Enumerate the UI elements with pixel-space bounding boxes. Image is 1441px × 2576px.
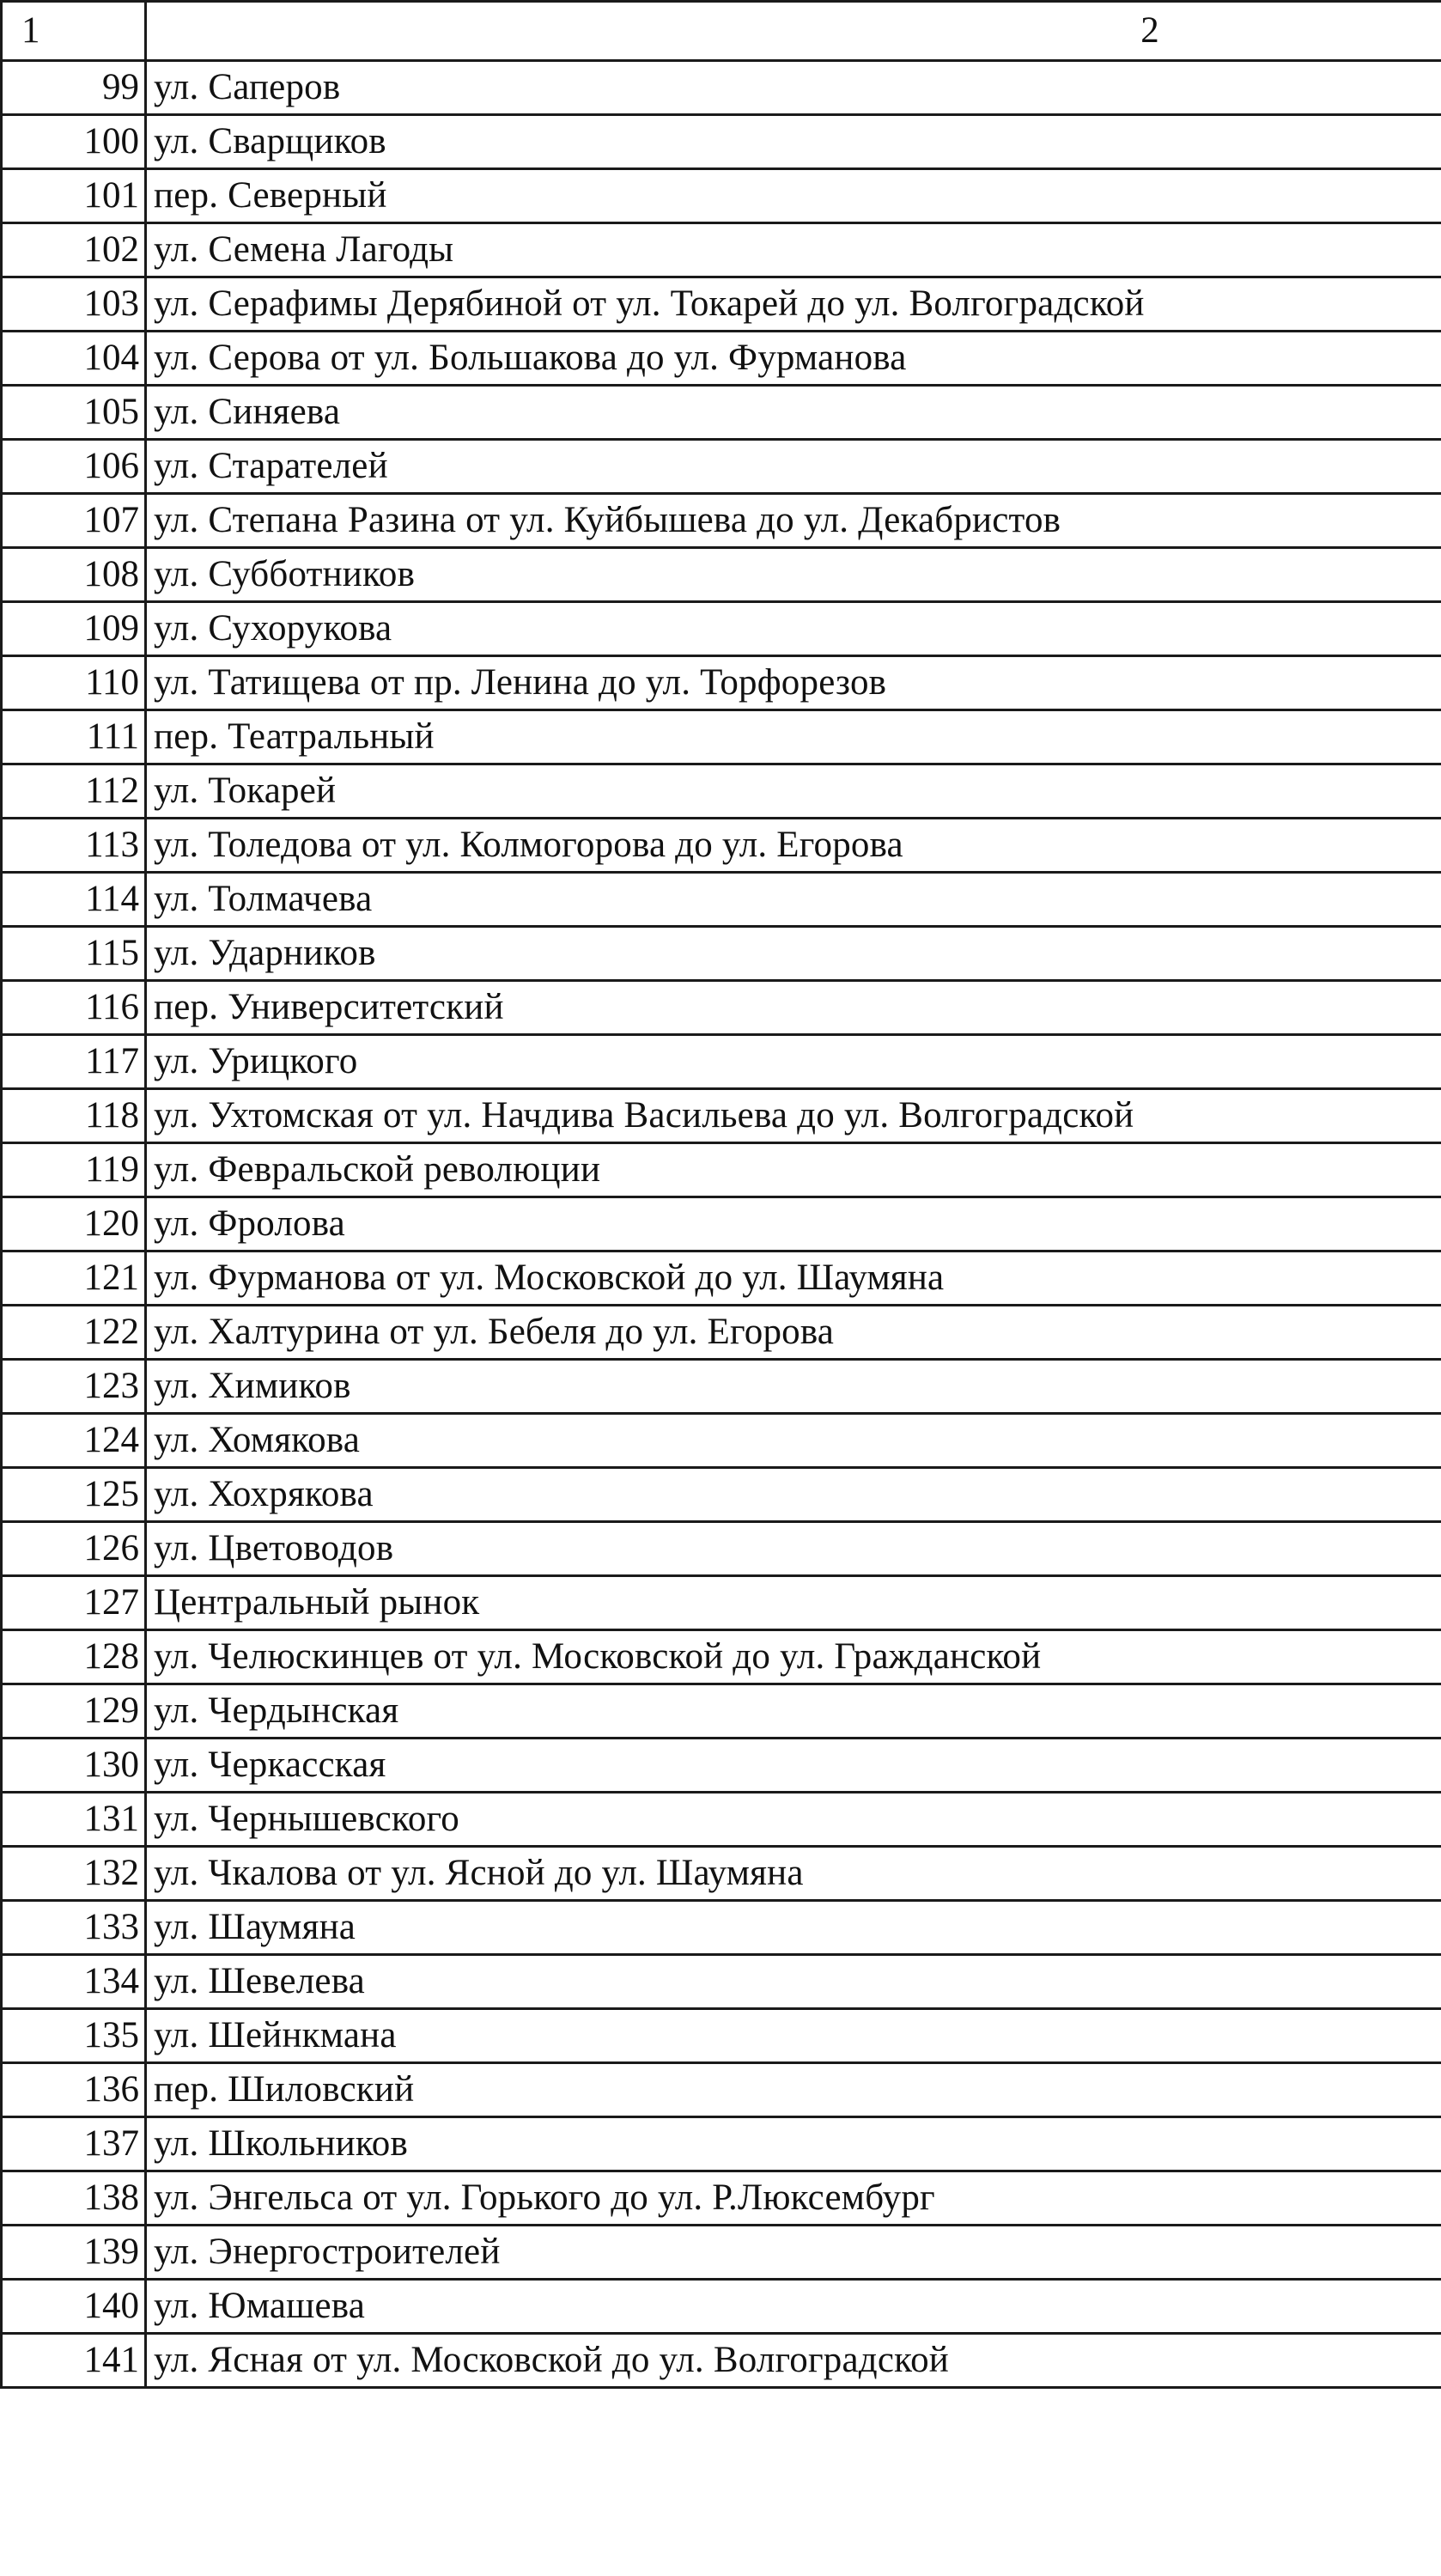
table-row — [2, 1576, 1441, 1630]
row-number: 123 — [2, 1360, 146, 1414]
table-row — [2, 1793, 1441, 1847]
street-name: ул. Сварщиков — [146, 115, 1441, 169]
table-body — [2, 2, 1441, 2388]
table-row — [2, 764, 1441, 819]
street-name: пер. Театральный — [146, 710, 1441, 764]
street-name: ул. Урицкого — [146, 1035, 1441, 1089]
row-number: 128 — [2, 1630, 146, 1684]
row-number: 103 — [2, 277, 146, 332]
table-row — [2, 61, 1441, 115]
table-row — [2, 2334, 1441, 2388]
street-name: ул. Химиков — [146, 1360, 1441, 1414]
table-row — [2, 1360, 1441, 1414]
table-row — [2, 710, 1441, 764]
row-number: 100 — [2, 115, 146, 169]
street-name: ул. Шаумяна — [146, 1901, 1441, 1955]
table-row — [2, 223, 1441, 277]
row-number: 127 — [2, 1576, 146, 1630]
street-name: ул. Ясная от ул. Московской до ул. Волгоградской — [146, 2334, 1441, 2388]
street-name: ул. Степана Разина от ул. Куйбышева до ул. Декабристов — [146, 494, 1441, 548]
row-number: 99 — [2, 61, 146, 115]
row-number: 115 — [2, 927, 146, 981]
street-name: ул. Школьников — [146, 2117, 1441, 2171]
row-number: 132 — [2, 1847, 146, 1901]
row-number: 116 — [2, 981, 146, 1035]
table-row — [2, 1251, 1441, 1306]
street-name: ул. Энергостроителей — [146, 2226, 1441, 2280]
street-name: ул. Ухтомская от ул. Начдива Васильева до ул. Волгоградской — [146, 1089, 1441, 1143]
table-row — [2, 1901, 1441, 1955]
table-row — [2, 169, 1441, 223]
row-number: 118 — [2, 1089, 146, 1143]
street-name: Центральный рынок — [146, 1576, 1441, 1630]
street-name: ул. Халтурина от ул. Бебеля до ул. Егорова — [146, 1306, 1441, 1360]
street-name: ул. Татищева от пр. Ленина до ул. Торфорезов — [146, 656, 1441, 710]
table-row — [2, 548, 1441, 602]
table-row — [2, 386, 1441, 440]
table-row — [2, 440, 1441, 494]
row-number: 119 — [2, 1143, 146, 1197]
street-name: ул. Толмачева — [146, 873, 1441, 927]
row-number: 124 — [2, 1414, 146, 1468]
table-row — [2, 602, 1441, 656]
row-number: 114 — [2, 873, 146, 927]
street-name: пер. Северный — [146, 169, 1441, 223]
row-number: 133 — [2, 1901, 146, 1955]
street-name: ул. Токарей — [146, 764, 1441, 819]
row-number: 134 — [2, 1955, 146, 2009]
street-name: ул. Фролова — [146, 1197, 1441, 1251]
table-row — [2, 1955, 1441, 2009]
table-row — [2, 1089, 1441, 1143]
street-name: ул. Фурманова от ул. Московской до ул. Шаумяна — [146, 1251, 1441, 1306]
street-name: ул. Хохрякова — [146, 1468, 1441, 1522]
table-row — [2, 1035, 1441, 1089]
street-name: ул. Синяева — [146, 386, 1441, 440]
table-row — [2, 2226, 1441, 2280]
street-name: ул. Ударников — [146, 927, 1441, 981]
row-number: 120 — [2, 1197, 146, 1251]
row-number: 102 — [2, 223, 146, 277]
street-name: ул. Семена Лагоды — [146, 223, 1441, 277]
table-row — [2, 927, 1441, 981]
row-number: 104 — [2, 332, 146, 386]
street-name: ул. Юмашева — [146, 2280, 1441, 2334]
table-row — [2, 277, 1441, 332]
row-number: 139 — [2, 2226, 146, 2280]
street-name: ул. Энгельса от ул. Горького до ул. Р.Люксембург — [146, 2171, 1441, 2226]
street-name: пер. Шиловский — [146, 2063, 1441, 2117]
table-row — [2, 656, 1441, 710]
table-header-row — [2, 2, 1441, 61]
row-number: 136 — [2, 2063, 146, 2117]
table-row — [2, 115, 1441, 169]
street-name: ул. Челюскинцев от ул. Московской до ул. Гражданской — [146, 1630, 1441, 1684]
row-number: 112 — [2, 764, 146, 819]
row-number: 113 — [2, 819, 146, 873]
table-row — [2, 981, 1441, 1035]
row-number: 111 — [2, 710, 146, 764]
street-name: ул. Черкасская — [146, 1739, 1441, 1793]
row-number: 130 — [2, 1739, 146, 1793]
street-name: ул. Сухорукова — [146, 602, 1441, 656]
row-number: 106 — [2, 440, 146, 494]
table-row — [2, 2117, 1441, 2171]
row-number: 121 — [2, 1251, 146, 1306]
street-name: ул. Февральской революции — [146, 1143, 1441, 1197]
street-name: ул. Хомякова — [146, 1414, 1441, 1468]
street-name: ул. Серова от ул. Большакова до ул. Фурманова — [146, 332, 1441, 386]
row-number: 137 — [2, 2117, 146, 2171]
row-number: 109 — [2, 602, 146, 656]
street-name: ул. Чердынская — [146, 1684, 1441, 1739]
row-number: 138 — [2, 2171, 146, 2226]
table-row — [2, 2009, 1441, 2063]
row-number: 110 — [2, 656, 146, 710]
street-name: ул. Толедова от ул. Колмогорова до ул. Егорова — [146, 819, 1441, 873]
table-row — [2, 2171, 1441, 2226]
row-number: 108 — [2, 548, 146, 602]
table-row — [2, 2280, 1441, 2334]
street-name: ул. Серафимы Дерябиной от ул. Токарей до ул. Волгоградской — [146, 277, 1441, 332]
street-name: ул. Шейнкмана — [146, 2009, 1441, 2063]
table-row — [2, 1306, 1441, 1360]
row-number: 126 — [2, 1522, 146, 1576]
row-number: 141 — [2, 2334, 146, 2388]
row-number: 135 — [2, 2009, 146, 2063]
table-row — [2, 1739, 1441, 1793]
street-name: ул. Шевелева — [146, 1955, 1441, 2009]
row-number: 129 — [2, 1684, 146, 1739]
row-number: 107 — [2, 494, 146, 548]
row-number: 101 — [2, 169, 146, 223]
header-col-2-label: 2 — [1140, 10, 1159, 51]
table-row — [2, 873, 1441, 927]
street-name: ул. Цветоводов — [146, 1522, 1441, 1576]
table-row — [2, 1143, 1441, 1197]
table-row — [2, 1414, 1441, 1468]
table-row — [2, 1630, 1441, 1684]
row-number: 117 — [2, 1035, 146, 1089]
street-name: ул. Старателей — [146, 440, 1441, 494]
header-col-1: 1 — [2, 2, 146, 61]
table-row — [2, 494, 1441, 548]
street-name: ул. Чкалова от ул. Ясной до ул. Шаумяна — [146, 1847, 1441, 1901]
table-row — [2, 1847, 1441, 1901]
header-col-2 — [146, 2, 1441, 61]
table-row — [2, 2063, 1441, 2117]
table-row — [2, 332, 1441, 386]
table-row — [2, 1197, 1441, 1251]
street-name: ул. Чернышевского — [146, 1793, 1441, 1847]
street-name: ул. Субботников — [146, 548, 1441, 602]
street-name: ул. Саперов — [146, 61, 1441, 115]
street-name: пер. Университетский — [146, 981, 1441, 1035]
table-row — [2, 1522, 1441, 1576]
row-number: 140 — [2, 2280, 146, 2334]
row-number: 131 — [2, 1793, 146, 1847]
row-number: 122 — [2, 1306, 146, 1360]
row-number: 125 — [2, 1468, 146, 1522]
table-row — [2, 1684, 1441, 1739]
table-row — [2, 819, 1441, 873]
row-number: 105 — [2, 386, 146, 440]
table-row — [2, 1468, 1441, 1522]
